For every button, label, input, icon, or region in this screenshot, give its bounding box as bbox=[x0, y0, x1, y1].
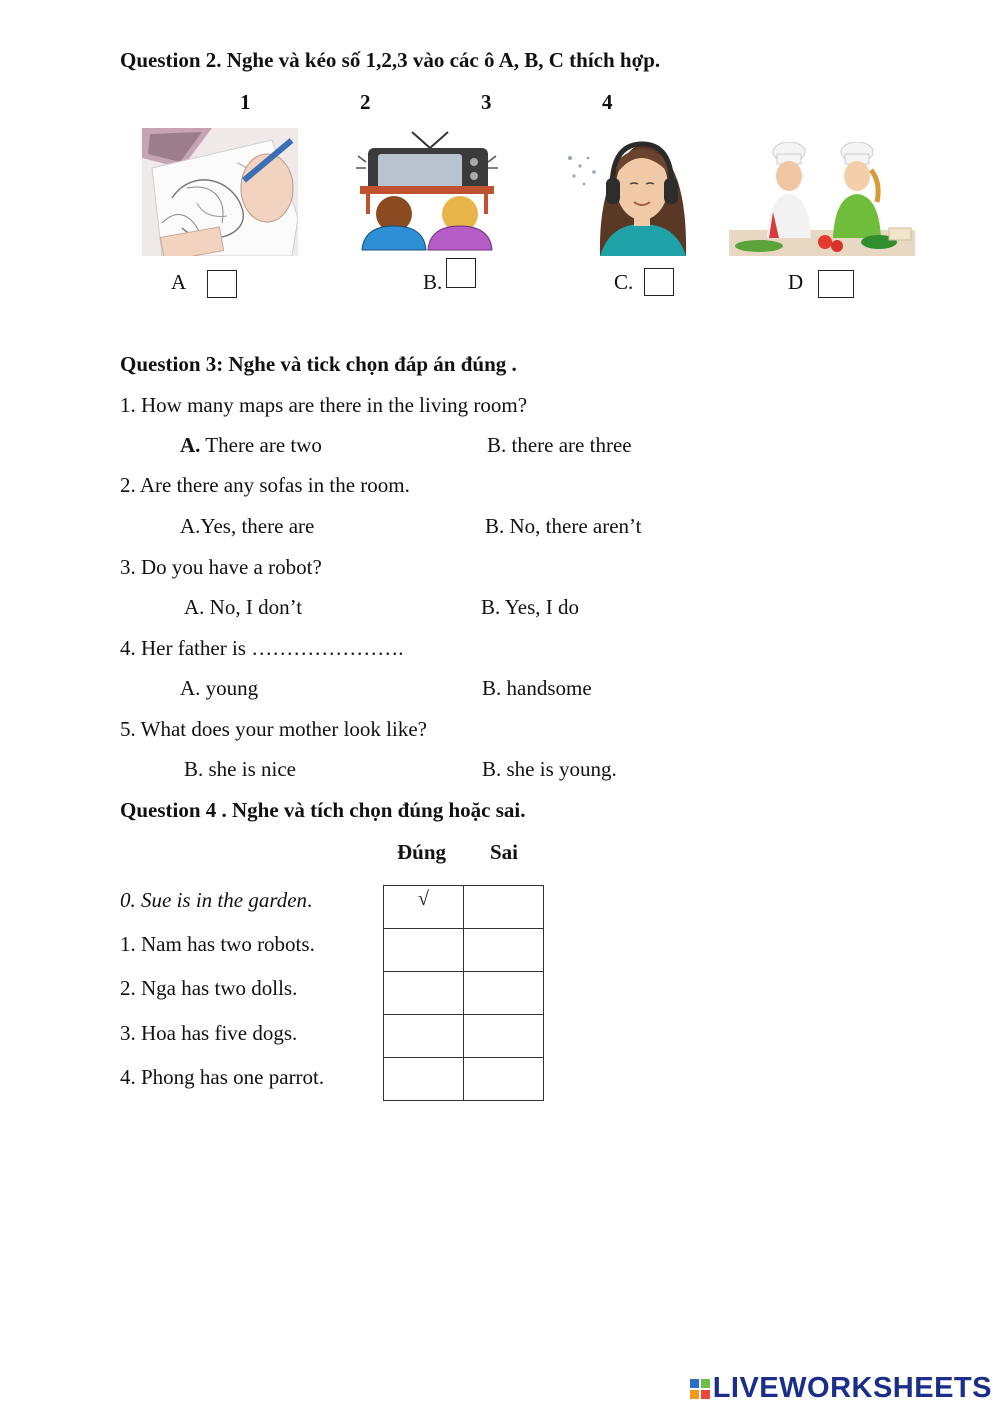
statement-3-true-cell[interactable] bbox=[384, 1015, 464, 1058]
example-statement-text: 0. Sue is in the garden bbox=[120, 888, 308, 912]
q3-q2-option-a[interactable]: A.Yes, there are bbox=[180, 514, 315, 538]
q3-q1-option-b[interactable]: B. there are three bbox=[487, 433, 632, 457]
logo-blocks-icon bbox=[690, 1379, 710, 1399]
label-c: C. bbox=[614, 270, 634, 294]
table-row bbox=[384, 929, 544, 972]
statement-1-true-cell[interactable] bbox=[384, 929, 464, 972]
drawing-picture bbox=[142, 128, 298, 256]
q3-q3-option-a[interactable]: A. No, I don’t bbox=[184, 595, 303, 619]
statement-4-true-cell[interactable] bbox=[384, 1058, 464, 1101]
q3-question-5: 5. What does your mother look like? bbox=[120, 717, 427, 741]
statement-3: 3. Hoa has five dogs. bbox=[120, 1021, 298, 1045]
cooking-picture bbox=[729, 142, 915, 256]
q3-q5-option-b[interactable]: B. she is young. bbox=[482, 757, 617, 781]
header-true: Đúng bbox=[397, 840, 447, 864]
question-2-title: Question 2. Nghe và kéo số 1,2,3 vào các ô A, B, C thích hợp. bbox=[120, 48, 661, 72]
statement-2-true-cell[interactable] bbox=[384, 972, 464, 1015]
q3-q5-option-a[interactable]: B. she is nice bbox=[184, 757, 296, 781]
drop-box-a[interactable] bbox=[207, 270, 237, 298]
table-row bbox=[384, 886, 544, 929]
q3-q1-option-a-text: There are two bbox=[200, 433, 322, 457]
statement-1: 1. Nam has two robots. bbox=[120, 932, 315, 956]
q3-question-2: 2. Are there any sofas in the room. bbox=[120, 473, 410, 497]
drop-box-b[interactable] bbox=[446, 258, 476, 288]
check-mark: √ bbox=[418, 887, 429, 910]
q3-question-3: 3. Do you have a robot? bbox=[120, 555, 322, 579]
example-statement bbox=[120, 888, 312, 913]
logo-text: LIVEWORKSHEETS bbox=[712, 1372, 992, 1404]
statement-2-false-cell[interactable] bbox=[464, 972, 544, 1015]
statement-4: 4. Phong has one parrot. bbox=[120, 1065, 325, 1089]
drag-number-2[interactable]: 2 bbox=[360, 90, 371, 114]
q3-q2-option-b[interactable]: B. No, there aren’t bbox=[485, 514, 642, 538]
table-row bbox=[384, 1015, 544, 1058]
watching-tv-picture bbox=[352, 128, 502, 254]
listening-music-picture bbox=[560, 128, 700, 256]
drop-box-c[interactable] bbox=[644, 268, 674, 296]
q3-question-4: 4. Her father is …………………. bbox=[120, 636, 404, 660]
statement-1-false-cell[interactable] bbox=[464, 929, 544, 972]
q3-q4-option-a[interactable]: A. young bbox=[180, 676, 259, 700]
question-3-title: Question 3: Nghe và tick chọn đáp án đúng . bbox=[120, 352, 517, 376]
drag-number-1[interactable]: 1 bbox=[240, 90, 251, 114]
header-false: Sai bbox=[490, 840, 519, 864]
q3-q4-option-b[interactable]: B. handsome bbox=[482, 676, 592, 700]
drop-box-d[interactable] bbox=[818, 270, 854, 298]
example-false-cell bbox=[464, 886, 544, 929]
label-d: D bbox=[788, 270, 804, 294]
drag-number-3[interactable]: 3 bbox=[481, 90, 492, 114]
example-statement-period: . bbox=[307, 888, 313, 912]
label-b: B. bbox=[423, 270, 443, 294]
table-row bbox=[384, 972, 544, 1015]
example-true-cell bbox=[384, 886, 464, 929]
liveworksheets-logo bbox=[690, 1372, 992, 1405]
q3-q1-option-a-letter: A. bbox=[180, 433, 201, 457]
table-row bbox=[384, 1058, 544, 1101]
statement-2: 2. Nga has two dolls. bbox=[120, 976, 298, 1000]
label-a: A bbox=[171, 270, 187, 294]
q3-q1-option-a[interactable] bbox=[180, 433, 322, 458]
statement-4-false-cell[interactable] bbox=[464, 1058, 544, 1101]
statement-3-false-cell[interactable] bbox=[464, 1015, 544, 1058]
q3-q3-option-b[interactable]: B. Yes, I do bbox=[481, 595, 580, 619]
q3-question-1: 1. How many maps are there in the living room? bbox=[120, 393, 528, 417]
drag-number-4[interactable]: 4 bbox=[602, 90, 613, 114]
true-false-table bbox=[383, 885, 544, 1101]
question-4-title: Question 4 . Nghe và tích chọn đúng hoặc sai. bbox=[120, 798, 526, 822]
